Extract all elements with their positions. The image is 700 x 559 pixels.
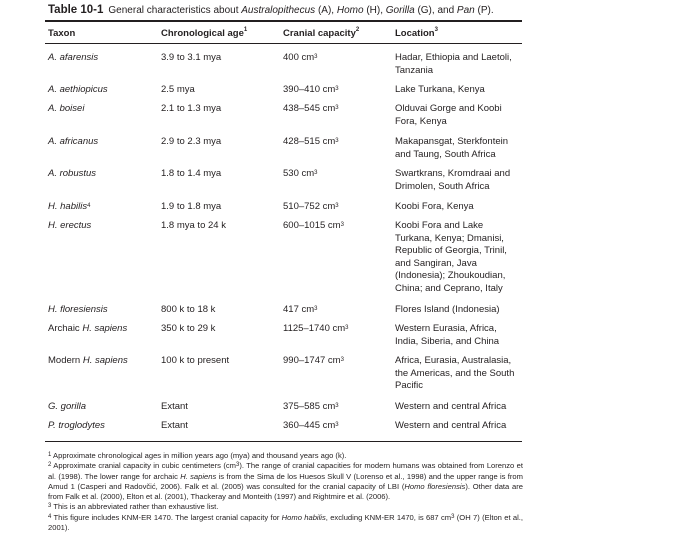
header-age-note: 1 bbox=[243, 27, 248, 33]
cell-capacity bbox=[283, 355, 389, 368]
table-caption bbox=[48, 4, 494, 16]
cell-age: 2.9 to 2.3 mya bbox=[161, 136, 222, 147]
capacity-exponent: 3 bbox=[335, 422, 339, 428]
capacity-exponent: 3 bbox=[335, 403, 339, 409]
cell-location: Swartkrans, Kromdraai and Drimolen, South Africa bbox=[395, 168, 511, 192]
footnote-4-italic: Homo habilis bbox=[281, 512, 326, 522]
cell-age: 1.8 to 1.4 mya bbox=[161, 168, 222, 179]
footnote-1-text: Approximate chronological ages in million years ago (mya) and thousand years ago (k). bbox=[51, 451, 347, 460]
footnote-4-text-b: , excluding KNM-ER 1470, is 687 cm bbox=[325, 512, 452, 522]
capacity-exponent: 3 bbox=[335, 138, 339, 144]
capacity-exponent: 3 bbox=[335, 105, 339, 111]
capacity-exponent: 3 bbox=[335, 203, 339, 209]
footnote-2-text-c: is from the Sima de los Huesos Skull V (Lorenso et al., 1998) and the upper range is from Amud 1 (Casperi and Radovčić, 2006). Falk et al. (2005) was consulted for the cranial capacity of LBI ( bbox=[48, 471, 523, 491]
cell-age: 100 k to present bbox=[161, 355, 230, 366]
cell-location: Koobi Fora and Lake Turkana, Kenya; Dmanisi, Republic of Georgia, Trinil, and Sangiran, Java (Indonesia); Zhoukoudian, China; and Ceprano, Italy bbox=[395, 220, 507, 294]
cell-location: Western and central Africa bbox=[395, 401, 507, 412]
cell-taxon bbox=[48, 323, 158, 336]
cell-taxon bbox=[48, 52, 158, 65]
cell-taxon bbox=[48, 84, 158, 97]
cell-location: Olduvai Gorge and Koobi Fora, Kenya bbox=[395, 103, 502, 127]
capacity-exponent: 3 bbox=[314, 306, 318, 312]
caption-genus-homo: Homo bbox=[336, 5, 364, 16]
capacity-value: 360–445 cm bbox=[283, 420, 336, 431]
taxon-name: G. gorilla bbox=[48, 401, 87, 412]
caption-text: General characteristics about bbox=[108, 5, 242, 16]
top-rule bbox=[45, 20, 522, 22]
capacity-value: 600–1015 cm bbox=[283, 220, 341, 231]
cell-capacity bbox=[283, 220, 389, 233]
footnote-4 bbox=[48, 513, 523, 534]
cell-location: Makapansgat, Sterkfontein and Taung, South Africa bbox=[395, 136, 509, 160]
capacity-value: 390–410 cm bbox=[283, 84, 336, 95]
footnote-2-text-b: ). The range of cranial capacities for modern humans was obtained from Lorenzo et al. (1998). The lower range for archaic bbox=[48, 461, 523, 481]
header-rule bbox=[45, 43, 522, 44]
caption-text-h: (H), bbox=[363, 5, 386, 16]
cell-capacity bbox=[283, 401, 389, 414]
cell-capacity bbox=[283, 420, 389, 433]
cell-taxon bbox=[48, 355, 158, 368]
footnote-4-text-c: (OH 7) (Elton et al., 2001). bbox=[48, 512, 523, 533]
cell-age: 2.5 mya bbox=[161, 84, 195, 95]
capacity-exponent: 3 bbox=[340, 357, 344, 363]
footnote-2-text-d: ). Other data are from Falk et al. (2000), Elton et al. (2001), Thackeray and Monteith (1997) and Rightmire et al. (2006). bbox=[48, 481, 523, 502]
capacity-value: 375–585 cm bbox=[283, 401, 336, 412]
cell-capacity bbox=[283, 304, 389, 317]
cell-taxon bbox=[48, 420, 158, 433]
footnote-1-mark: 1 bbox=[48, 452, 52, 458]
cell-age: 3.9 to 3.1 mya bbox=[161, 52, 222, 63]
caption-text-a: (A), bbox=[315, 5, 337, 16]
footnote-2-italic-2: Homo floresiensis bbox=[404, 481, 466, 491]
footnotes bbox=[48, 451, 523, 533]
capacity-exponent: 3 bbox=[335, 86, 339, 92]
footnote-4-text-a: This figure includes KNM-ER 1470. The largest cranial capacity for bbox=[51, 512, 282, 522]
header-location-label: Location bbox=[395, 28, 435, 39]
capacity-exponent: 3 bbox=[314, 170, 318, 176]
cell-capacity bbox=[283, 84, 389, 97]
header-age bbox=[161, 28, 247, 39]
cell-age: Extant bbox=[161, 401, 188, 412]
caption-text-g: (G), and bbox=[414, 5, 457, 16]
cell-capacity bbox=[283, 323, 389, 336]
cell-capacity bbox=[283, 136, 389, 149]
footnote-4-mark: 4 bbox=[48, 513, 52, 520]
header-age-label: Chronological age bbox=[161, 28, 244, 39]
capacity-value: 510–752 cm bbox=[283, 201, 336, 212]
cell-taxon bbox=[48, 201, 158, 214]
capacity-value: 400 cm bbox=[283, 52, 315, 63]
footnote-2-italic-1: H. sapiens bbox=[180, 471, 217, 481]
taxon-name: A. africanus bbox=[48, 136, 99, 147]
cell-taxon bbox=[48, 220, 158, 233]
header-capacity bbox=[283, 28, 359, 39]
capacity-exponent: 3 bbox=[345, 325, 349, 331]
taxon-prefix: Modern bbox=[48, 355, 83, 366]
caption-genus-australopithecus: Australopithecus bbox=[241, 5, 316, 16]
taxon-name: H. sapiens bbox=[82, 323, 128, 334]
cell-age: 1.9 to 1.8 mya bbox=[161, 201, 222, 212]
footnote-3 bbox=[48, 502, 523, 512]
header-location bbox=[395, 28, 438, 39]
taxon-name: H. habilis bbox=[48, 201, 88, 212]
caption-genus-pan: Pan bbox=[456, 5, 475, 16]
cell-age: 2.1 to 1.3 mya bbox=[161, 103, 222, 114]
cell-location: Western and central Africa bbox=[395, 420, 507, 431]
cell-location: Western Eurasia, Africa, India, Siberia, and China bbox=[395, 323, 500, 347]
header-taxon: Taxon bbox=[48, 28, 76, 39]
cell-capacity bbox=[283, 201, 389, 214]
taxon-name: H. floresiensis bbox=[48, 304, 108, 315]
capacity-value: 428–515 cm bbox=[283, 136, 336, 147]
cell-taxon bbox=[48, 136, 158, 149]
taxon-name: A. robustus bbox=[48, 168, 97, 179]
capacity-value: 438–545 cm bbox=[283, 103, 336, 114]
capacity-value: 530 cm bbox=[283, 168, 315, 179]
capacity-exponent: 3 bbox=[340, 222, 344, 228]
cell-age: Extant bbox=[161, 420, 188, 431]
capacity-value: 417 cm bbox=[283, 304, 315, 315]
header-location-note: 3 bbox=[434, 27, 438, 33]
cell-location: Lake Turkana, Kenya bbox=[395, 84, 485, 95]
taxon-name: A. afarensis bbox=[48, 52, 99, 63]
footnote-4-exp: 3 bbox=[451, 513, 455, 520]
taxon-name: A. boisei bbox=[48, 103, 85, 114]
footnote-3-text: This is an abbreviated rather than exhaustive list. bbox=[51, 502, 219, 512]
capacity-value: 990–1747 cm bbox=[283, 355, 341, 366]
capacity-value: 1125–1740 cm bbox=[283, 323, 346, 334]
caption-text-end: (P). bbox=[474, 5, 494, 16]
header-capacity-note: 2 bbox=[355, 27, 360, 33]
footnote-1 bbox=[48, 451, 523, 461]
cell-location: Flores Island (Indonesia) bbox=[395, 304, 500, 315]
footnote-2-text-a: Approximate cranial capacity in cubic centimeters (cm bbox=[51, 461, 236, 471]
taxon-note: 4 bbox=[87, 203, 91, 209]
cell-age: 350 k to 29 k bbox=[161, 323, 216, 334]
taxon-name: H. sapiens bbox=[82, 355, 128, 366]
table-number: Table 10-1 bbox=[48, 4, 104, 16]
cell-location: Africa, Eurasia, Australasia, the Americas, and the South Pacific bbox=[395, 355, 515, 391]
cell-location: Koobi Fora, Kenya bbox=[395, 201, 474, 212]
caption-genus-gorilla: Gorilla bbox=[385, 5, 415, 16]
taxon-prefix: Archaic bbox=[48, 323, 83, 334]
cell-location: Hadar, Ethiopia and Laetoli, Tanzania bbox=[395, 52, 512, 76]
taxon-name: P. troglodytes bbox=[48, 420, 105, 431]
bottom-rule bbox=[45, 441, 522, 442]
cell-capacity bbox=[283, 103, 389, 116]
cell-age: 1.8 mya to 24 k bbox=[161, 220, 226, 231]
capacity-exponent: 3 bbox=[314, 54, 318, 60]
footnote-3-mark: 3 bbox=[48, 503, 52, 510]
cell-capacity bbox=[283, 52, 389, 65]
header-capacity-label: Cranial capacity bbox=[283, 28, 356, 39]
cell-taxon bbox=[48, 304, 158, 317]
footnote-2 bbox=[48, 461, 523, 502]
taxon-name: A. aethiopicus bbox=[48, 84, 108, 95]
cell-taxon bbox=[48, 103, 158, 116]
cell-taxon bbox=[48, 168, 158, 181]
footnote-2-exp: 3 bbox=[235, 462, 240, 469]
footnote-2-mark: 2 bbox=[48, 462, 52, 469]
cell-age: 800 k to 18 k bbox=[161, 304, 216, 315]
taxon-name: H. erectus bbox=[48, 220, 92, 231]
cell-capacity bbox=[283, 168, 389, 181]
cell-taxon bbox=[48, 401, 158, 414]
